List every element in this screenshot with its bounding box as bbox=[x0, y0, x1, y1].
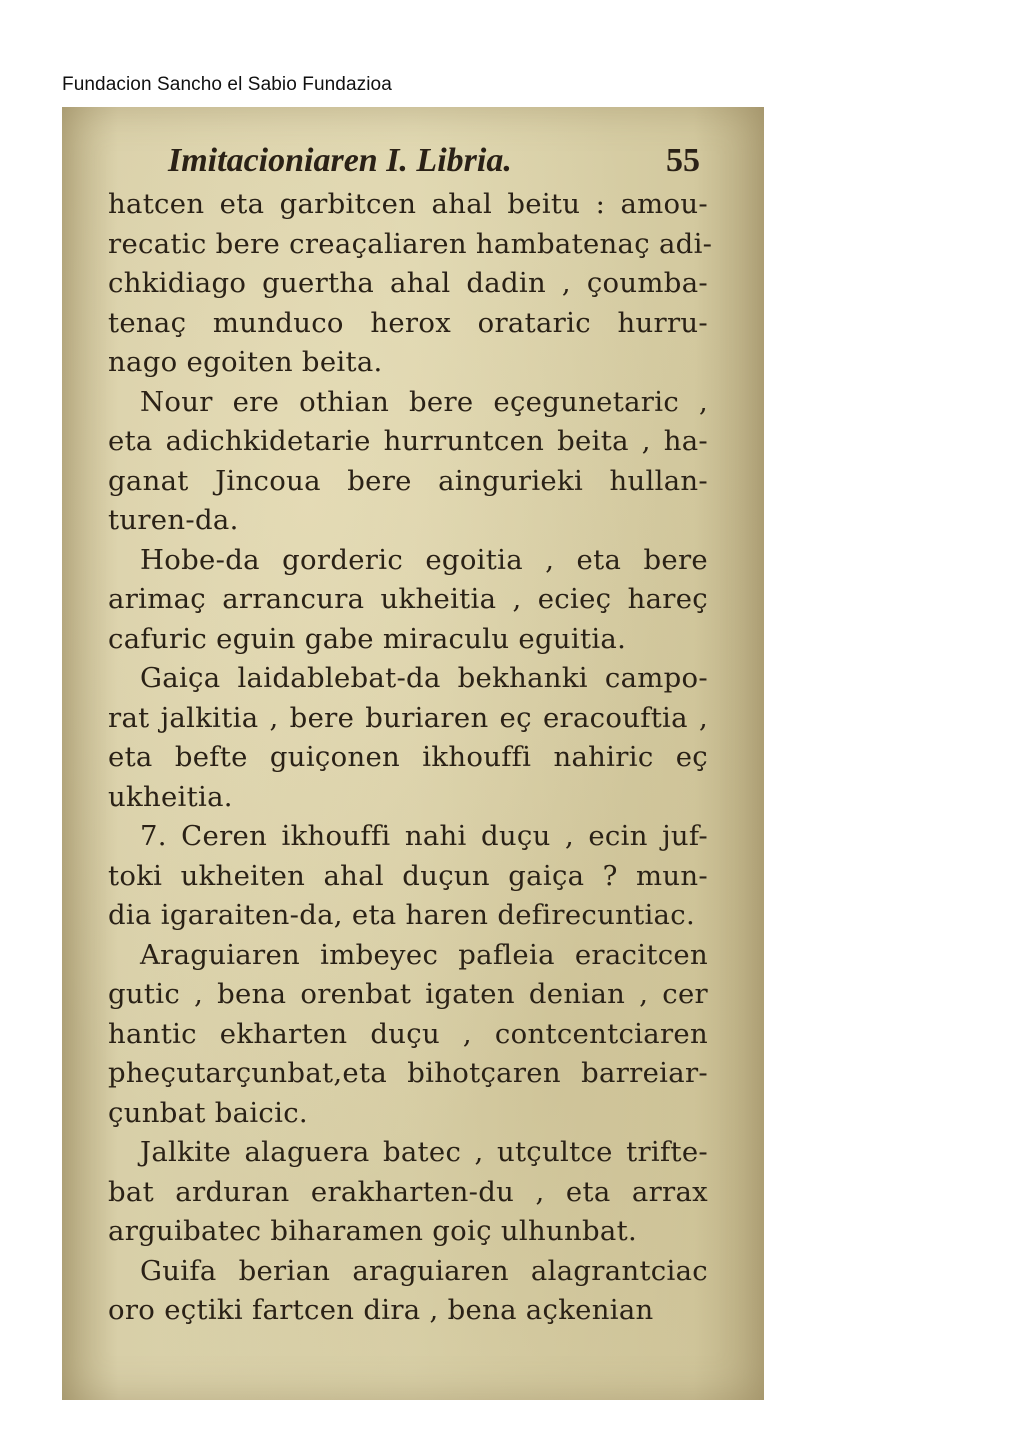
text-line: Nour ere othian bere eçegunetaric , bbox=[140, 385, 708, 418]
paragraph bbox=[108, 541, 708, 660]
text-line: turen-da. bbox=[108, 504, 239, 536]
text-line: pheçutarçunbat,eta bihotçaren barreiar- bbox=[108, 1057, 708, 1089]
text-line: Araguiaren imbeyec pafleia eracitcen bbox=[140, 938, 708, 971]
text-line: cafuric eguin gabe miraculu eguitia. bbox=[108, 622, 627, 655]
text-line: Guifa berian araguiaren alagrantciac bbox=[140, 1254, 708, 1287]
text-line: arguibatec biharamen goiç ulhunbat. bbox=[108, 1215, 637, 1247]
text-line: ukheitia. bbox=[108, 780, 233, 813]
page-number: 55 bbox=[666, 142, 700, 179]
text-line: ganat Jincoua bere aingurieki hullan- bbox=[108, 464, 708, 497]
text-line: arimaç arrancura ukheitia , ecieç hareç bbox=[108, 583, 708, 615]
running-head-title: Imitacioniaren I. Libria. bbox=[168, 142, 512, 179]
text-line: dia igaraiten-da, eta haren defirecuntiac. bbox=[108, 899, 695, 931]
paragraph bbox=[108, 817, 708, 936]
text-line: eta befte guiçonen ikhouffi nahiric eç bbox=[108, 741, 708, 773]
text-line: Hobe-da gorderic egoitia , eta bere bbox=[140, 543, 708, 576]
text-line: bat arduran erakharten-du , eta arrax bbox=[108, 1175, 708, 1208]
text-line: hatcen eta garbitcen ahal beitu : amou- bbox=[108, 188, 708, 220]
text-line: Jalkite alaguera batec , utçultce trifte- bbox=[140, 1136, 708, 1168]
running-head bbox=[108, 141, 708, 181]
text-line: hantic ekharten duçu , contcentciaren bbox=[108, 1017, 708, 1050]
text-line: 7. Ceren ikhouffi nahi duçu , ecin juf- bbox=[140, 820, 708, 852]
text-line: tenaç munduco herox orataric hurru- bbox=[108, 306, 708, 339]
paragraph bbox=[108, 659, 708, 817]
text-line: oro eçtiki fartcen dira , bena açkenian bbox=[108, 1294, 654, 1326]
paragraph bbox=[108, 1133, 708, 1252]
paragraph bbox=[108, 1252, 708, 1331]
scanned-book-page bbox=[62, 107, 764, 1400]
text-line: eta adichkidetarie hurruntcen beita , ha- bbox=[108, 425, 708, 457]
paragraph bbox=[108, 383, 708, 541]
text-line: gutic , bena orenbat igaten denian , cer bbox=[108, 978, 708, 1010]
text-line: çunbat baicic. bbox=[108, 1096, 308, 1129]
text-line: rat jalkitia , bere buriaren eç eracouftia , bbox=[108, 701, 708, 734]
text-line: Gaiça laidablebat-da bekhanki campo- bbox=[140, 662, 708, 694]
paragraph bbox=[108, 185, 713, 383]
text-line: nago egoiten beita. bbox=[108, 346, 383, 378]
text-line: toki ukheiten ahal duçun gaiça ? mun- bbox=[108, 859, 708, 892]
paragraphs bbox=[108, 185, 713, 1331]
paragraph bbox=[108, 936, 708, 1134]
text-line: chkidiago guertha ahal dadin , çoumba- bbox=[108, 267, 708, 299]
text-line: recatic bere creaçaliaren hambatenaç adi- bbox=[108, 227, 713, 260]
source-header: Fundacion Sancho el Sabio Fundazioa bbox=[62, 74, 392, 95]
page-text bbox=[108, 141, 713, 1331]
